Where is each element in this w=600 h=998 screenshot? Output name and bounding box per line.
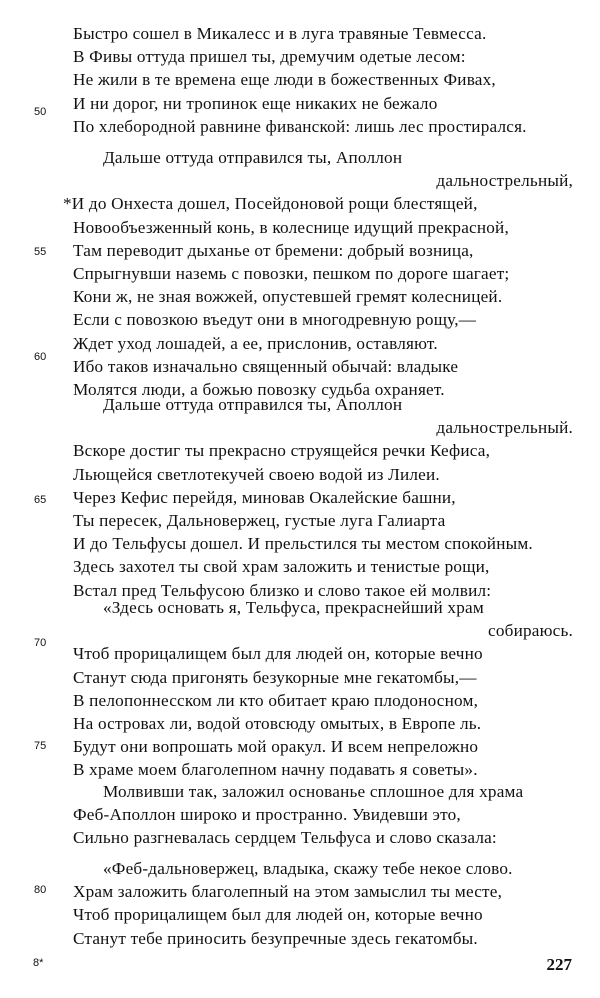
verse-line: Новообъезженный конь, в колеснице идущий прекрасной, bbox=[73, 217, 509, 237]
verse-line: Кони ж, не зная вожжей, опустевшей гремят колесницей. bbox=[73, 287, 503, 307]
stanza-1 bbox=[73, 22, 573, 138]
verse-line: И до Тельфусы дошел. И прельстился ты местом спокойным. bbox=[73, 534, 533, 554]
verse-line: Чтоб прорицалищем был для людей он, которые вечно bbox=[73, 644, 483, 664]
verse-line: На островах ли, водой отовсюду омытых, в Европе ль. bbox=[73, 713, 482, 733]
verse-line: Ибо таков изначально священный обычай: владыке bbox=[73, 356, 459, 376]
verse-line: Через Кефис перейдя, миновав Окалейские башни, bbox=[73, 487, 456, 507]
verse-line: Станут сюда пригонять безукорные мне гекатомбы,— bbox=[73, 667, 477, 687]
stanza-2 bbox=[63, 146, 573, 401]
verse-line: Ты пересек, Дальновержец, густые луга Галиарта bbox=[73, 510, 446, 530]
margin-line-number: 80 bbox=[34, 884, 47, 896]
verse-line: Здесь захотел ты свой храм заложить и тенистые рощи, bbox=[73, 557, 490, 577]
margin-line-number: 75 bbox=[34, 740, 47, 752]
verse-line: Вскоре достиг ты прекрасно струящейся речки Кефиса, bbox=[73, 441, 491, 461]
verse-line: Спрыгнувши наземь с повозки, пешком по дороге шагает; bbox=[73, 263, 510, 283]
verse-line: И ни дорог, ни тропинок еще никаких не бежало bbox=[73, 93, 438, 113]
verse-line: В Фивы оттуда пришел ты, дремучим одетые лесом: bbox=[73, 47, 466, 67]
verse-line-continuation: дальнострельный. bbox=[436, 418, 573, 438]
stanza-5 bbox=[73, 780, 573, 850]
verse-line: Чтоб прорицалищем был для людей он, которые вечно bbox=[73, 905, 483, 925]
verse-line: Молятся люди, а божью повозку судьба охраняет. bbox=[73, 379, 445, 399]
verse-line: «Здесь основать я, Тельфуса, прекраснейший храм bbox=[103, 598, 484, 617]
verse-line: Быстро сошел в Микалесс и в луга травяные Тевмесса. bbox=[73, 24, 487, 43]
verse-line: По хлебородной равнине фиванской: лишь лес простирался. bbox=[73, 116, 527, 136]
margin-line-number: 55 bbox=[34, 246, 47, 258]
stanza-4 bbox=[73, 596, 573, 782]
verse-line: Феб-Аполлон широко и пространно. Увидевши это, bbox=[73, 805, 461, 825]
verse-line: Там переводит дыханье от бремени: добрый возница, bbox=[73, 240, 474, 260]
verse-line: *И до Онхеста дошел, Посейдоновой рощи блестящей, bbox=[63, 194, 478, 214]
verse-line: Встал пред Тельфусою близко и слово такое ей молвил: bbox=[73, 580, 492, 600]
verse-line: Будут они вопрошать мой оракул. И всем непреложно bbox=[73, 737, 479, 757]
stanza-3 bbox=[73, 393, 573, 602]
margin-line-number: 65 bbox=[34, 494, 47, 506]
printer-signature-mark: 8* bbox=[33, 957, 44, 969]
verse-line: Дальше оттуда отправился ты, Аполлон bbox=[103, 148, 403, 167]
verse-line: Дальше оттуда отправился ты, Аполлон bbox=[103, 395, 403, 414]
verse-line: В пелопоннесском ли кто обитает краю плодоносном, bbox=[73, 690, 479, 710]
verse-line-continuation: дальнострельный, bbox=[436, 171, 573, 191]
verse-line-continuation: собираюсь. bbox=[488, 621, 573, 641]
verse-line: Храм заложить благолепный на этом замыслил ты месте, bbox=[73, 882, 503, 902]
verse-line: Ждет уход лошадей, а ее, прислонив, оставляют. bbox=[73, 333, 438, 353]
verse-line: Станут тебе приносить безупречные здесь гекатомбы. bbox=[73, 928, 478, 948]
margin-line-number: 60 bbox=[34, 351, 47, 363]
verse-line: Не жили в те времена еще люди в божественных Фивах, bbox=[73, 70, 496, 90]
verse-line: Льющейся светлотекучей своею водой из Лилеи. bbox=[73, 464, 440, 484]
verse-line: Сильно разгневалась сердцем Тельфуса и слово сказала: bbox=[73, 828, 497, 848]
verse-line: В храме моем благолепном начну подавать я советы». bbox=[73, 760, 478, 780]
margin-line-number: 50 bbox=[34, 106, 47, 118]
verse-line: Молвивши так, заложил основанье сплошное для храма bbox=[103, 782, 524, 801]
verse-line: «Феб-дальновержец, владыка, скажу тебе некое слово. bbox=[103, 859, 513, 878]
page-footer bbox=[0, 955, 600, 979]
margin-line-number: 70 bbox=[34, 637, 47, 649]
verse-line: Если с повозкою въедут они в многодревную рощу,— bbox=[73, 310, 477, 330]
stanza-6 bbox=[73, 857, 573, 950]
page-number: 227 bbox=[546, 955, 572, 974]
